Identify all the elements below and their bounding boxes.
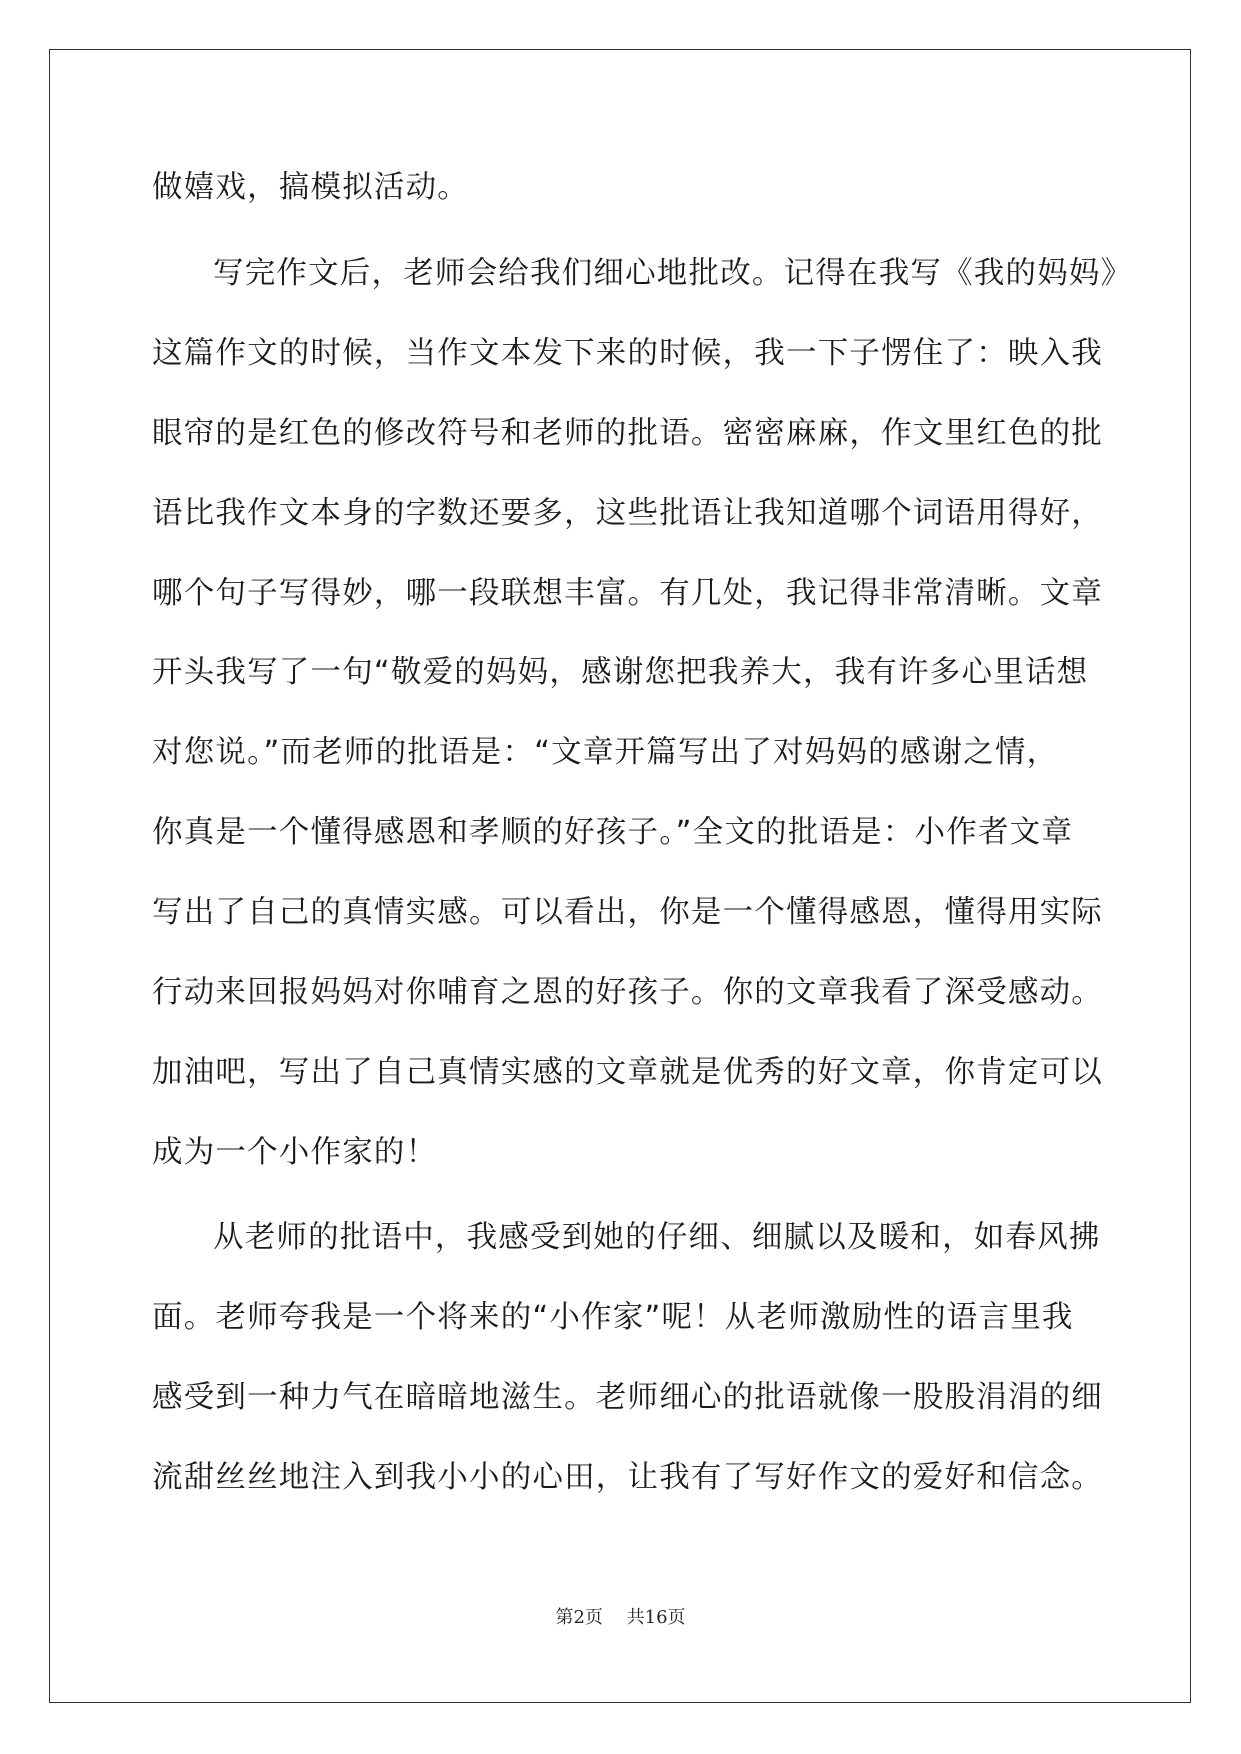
page-border — [49, 49, 1191, 1703]
text-line: 眼帘的是红色的修改符号和老师的批语。密密麻麻，作文里红色的批 — [152, 416, 1103, 451]
page-total: 共16页 — [626, 1607, 686, 1628]
text-line: 从老师的批语中，我感受到她的仔细、细腻以及暖和，如春风拂 — [213, 1220, 1101, 1255]
page-number: 第2页 — [555, 1607, 603, 1628]
text-line: 你真是一个懂得感恩和孝顺的好孩子。”全文的批语是：小作者文章 — [152, 815, 1074, 850]
page-footer — [0, 1606, 1241, 1630]
text-line: 哪个句子写得妙，哪一段联想丰富。有几处，我记得非常清晰。文章 — [152, 576, 1103, 611]
text-line: 写出了自己的真情实感。可以看出，你是一个懂得感恩，懂得用实际 — [152, 895, 1103, 930]
text-line: 流甜丝丝地注入到我小小的心田，让我有了写好作文的爱好和信念。 — [152, 1460, 1103, 1495]
text-line: 语比我作文本身的字数还要多，这些批语让我知道哪个词语用得好， — [152, 496, 1103, 531]
text-line: 做嬉戏，搞模拟活动。 — [152, 170, 469, 205]
text-line: 对您说。”而老师的批语是：“文章开篇写出了对妈妈的感谢之情， — [152, 735, 1059, 770]
text-line: 行动来回报妈妈对你哺育之恩的好孩子。你的文章我看了深受感动。 — [152, 975, 1103, 1010]
text-line: 开头我写了一句“敬爱的妈妈，感谢您把我养大，我有许多心里话想 — [152, 655, 1089, 690]
text-line: 面。老师夸我是一个将来的“小作家”呢！从老师激励性的语言里我 — [152, 1300, 1074, 1335]
text-line: 成为一个小作家的！ — [152, 1135, 438, 1170]
text-line: 加油吧，写出了自己真情实感的文章就是优秀的好文章，你肯定可以 — [152, 1055, 1103, 1090]
text-line: 这篇作文的时候，当作文本发下来的时候，我一下子愣住了：映入我 — [152, 336, 1103, 371]
text-line: 感受到一种力气在暗暗地滋生。老师细心的批语就像一股股涓涓的细 — [152, 1380, 1103, 1415]
text-line: 写完作文后，老师会给我们细心地批改。记得在我写《我的妈妈》 — [213, 256, 1133, 291]
